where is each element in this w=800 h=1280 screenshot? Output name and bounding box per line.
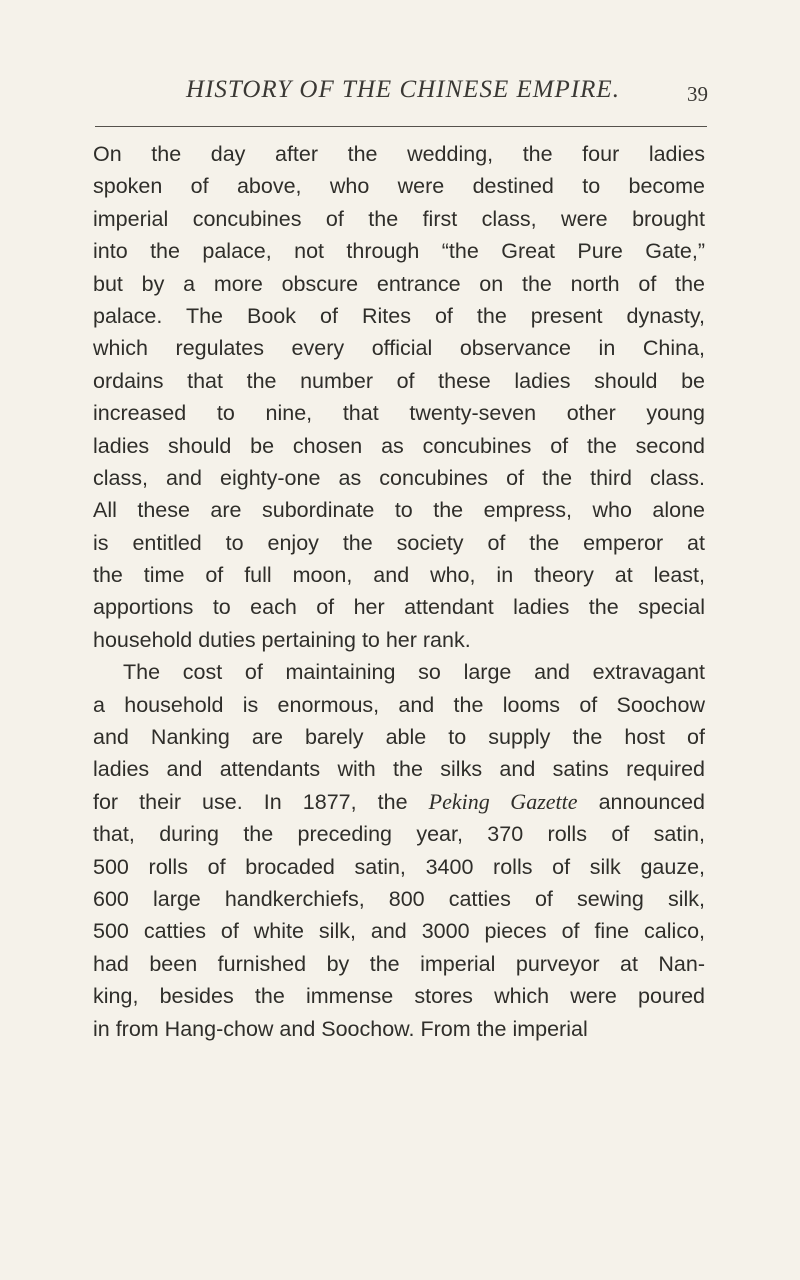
publication-title: Peking Gazette [428,788,578,814]
text-line: a household is enormous, and the looms of Soochow [93,692,705,717]
text-line: the time of full moon, and who, in theory at least, [93,563,705,588]
text-line: which regulates every official observance in China, [93,336,705,361]
text-line: All these are subordinate to the empress, who alone [93,498,705,523]
text-line: ordains that the number of these ladies should be [93,368,705,393]
text-line: palace. The Book of Rites of the present dynasty, [93,303,705,328]
text-line [93,786,705,818]
text-line: spoken of above, who were destined to become [93,174,705,199]
text-segment: announced [577,789,705,814]
text-line: is entitled to enjoy the society of the emperor at [93,530,705,555]
text-line: class, and eighty-one as concubines of the third class. [93,465,705,490]
body-text [93,138,705,1045]
text-line: 600 large handkerchiefs, 800 catties of sewing silk, [93,886,705,911]
text-line: On the day after the wedding, the four ladies [93,142,705,166]
text-line: king, besides the immense stores which were poured [93,984,705,1009]
text-line: into the palace, not through “the Great Pure Gate,” [93,239,705,264]
text-segment: for their use. In 1877, the [93,789,429,814]
text-line: increased to nine, that twenty-seven other young [93,401,705,426]
text-line: ladies and attendants with the silks and satins required [93,757,705,782]
header-rule [95,126,707,127]
text-line: apportions to each of her attendant ladies the special [93,595,705,620]
text-line: The cost of maintaining so large and extravagant [123,660,705,685]
text-line: 500 catties of white silk, and 3000 pieces of fine calico, [93,919,705,944]
text-line: imperial concubines of the first class, were brought [93,206,705,231]
text-line: and Nanking are barely able to supply the host of [93,725,705,750]
running-head [94,74,708,114]
text-line: household duties pertaining to her rank. [93,627,471,652]
running-title: HISTORY OF THE CHINESE EMPIRE. [186,76,620,103]
text-line: 500 rolls of brocaded satin, 3400 rolls of silk gauze, [93,854,705,879]
text-line: ladies should be chosen as concubines of the second [93,433,705,458]
text-line: but by a more obscure entrance on the north of the [93,271,705,296]
text-line: that, during the preceding year, 370 rolls of satin, [93,822,705,847]
page-number: 39 [687,82,708,106]
text-line: had been furnished by the imperial purveyor at Nan- [93,951,705,976]
text-line: in from Hang-chow and Soochow. From the imperial [93,1016,588,1041]
